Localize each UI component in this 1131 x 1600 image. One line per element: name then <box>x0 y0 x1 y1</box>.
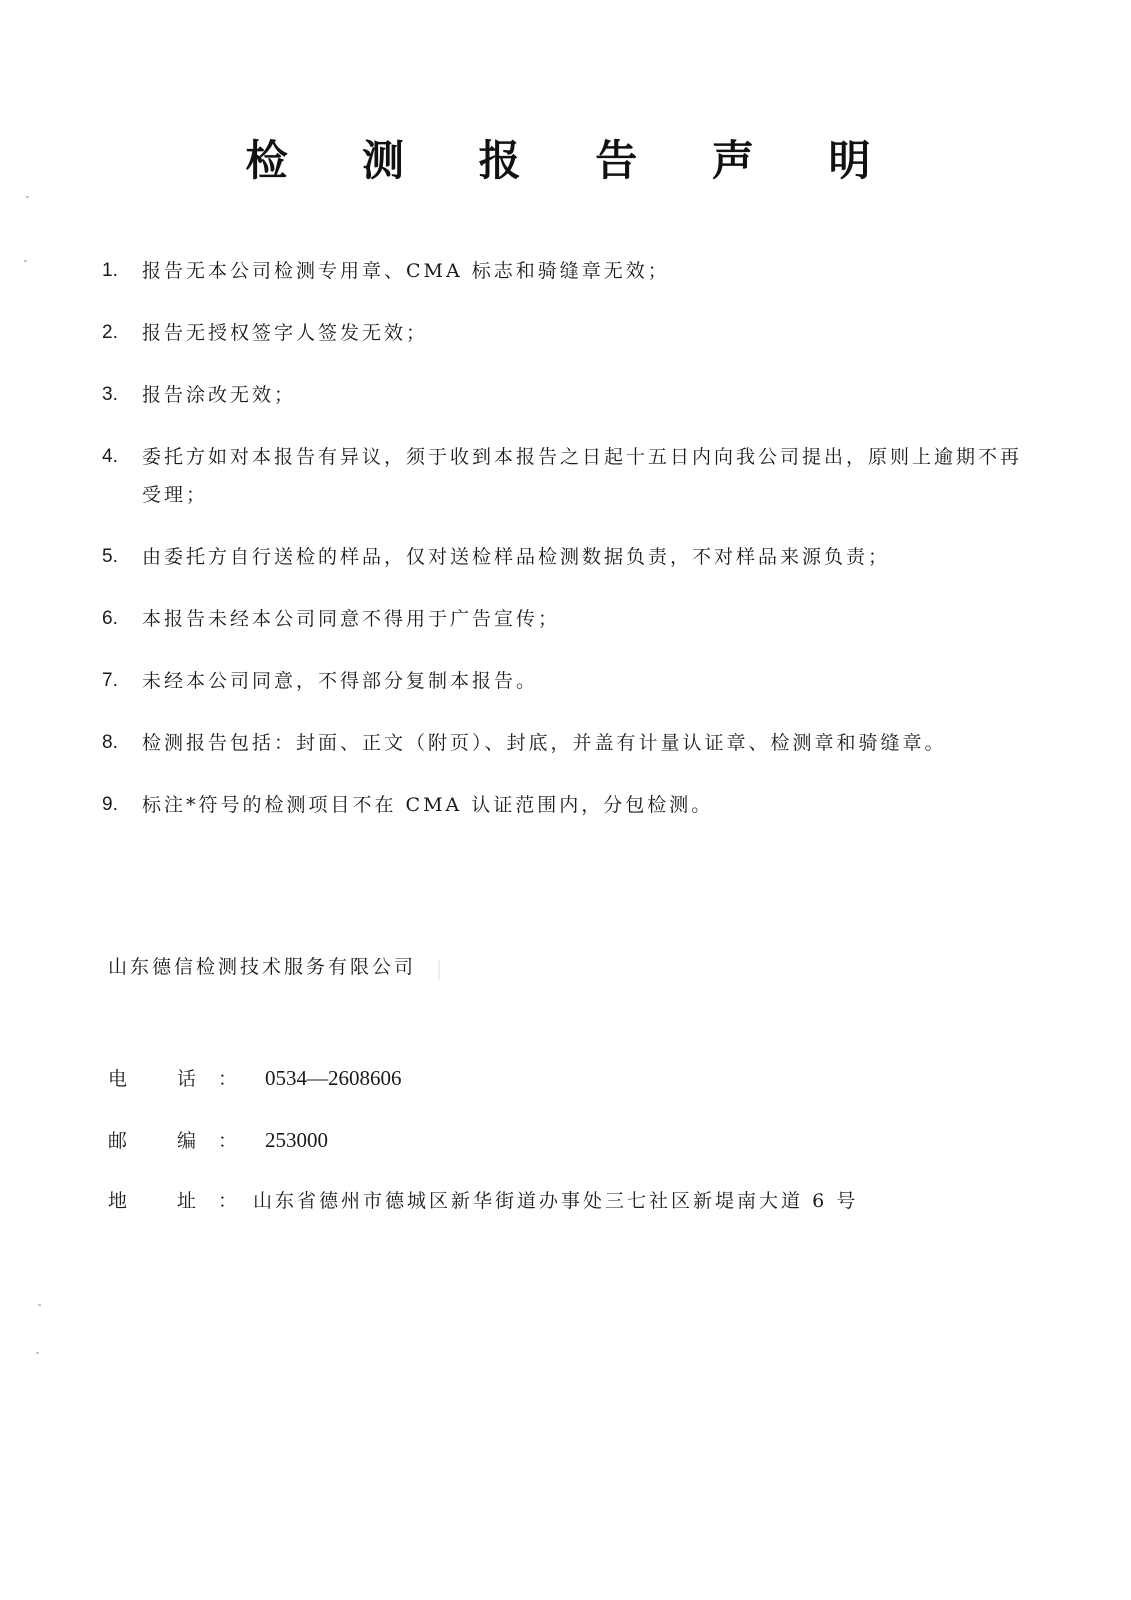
statement-clause <box>102 438 1042 514</box>
scan-speck <box>38 1304 41 1306</box>
statement-clause-list <box>102 252 1042 848</box>
statement-clause <box>102 538 1042 576</box>
clause-text: 未经本公司同意，不得部分复制本报告。 <box>142 670 539 692</box>
statement-clause <box>102 252 1042 290</box>
statement-clause <box>102 724 1042 762</box>
clause-number: 6. <box>102 608 118 629</box>
address-label: 地 址： <box>108 1190 260 1212</box>
clause-number: 3. <box>102 384 118 405</box>
scan-speck <box>24 260 27 262</box>
address-line <box>108 1186 858 1213</box>
address-text: 山东省德州市德城区新华街道办事处三七社区新堤南大道 6 号 <box>253 1190 859 1212</box>
clause-number: 4. <box>102 446 118 467</box>
clause-number: 5. <box>102 546 118 567</box>
clause-text: 报告无授权签字人签发无效； <box>142 322 429 344</box>
clause-text: 本报告未经本公司同意不得用于广告宣传； <box>142 608 561 630</box>
page-title: 检 测 报 告 声 明 <box>245 136 901 185</box>
clause-text: 标注*符号的检测项目不在 CMA 认证范围内，分包检测。 <box>142 794 714 816</box>
phone-label: 电 话： <box>108 1068 260 1090</box>
phone-number: 0534—2608606 <box>265 1066 402 1090</box>
clause-number: 2. <box>102 322 118 343</box>
scan-speck <box>36 1352 39 1354</box>
postcode-line <box>108 1126 328 1153</box>
clause-text: 报告无本公司检测专用章、CMA 标志和骑缝章无效； <box>142 260 670 282</box>
scan-speck <box>26 196 29 198</box>
statement-clause <box>102 314 1042 352</box>
clause-number: 7. <box>102 670 118 691</box>
statement-clause <box>102 786 1042 824</box>
clause-text: 委托方如对本报告有异议，须于收到本报告之日起十五日内向我公司提出，原则上逾期不再受理； <box>142 446 1023 506</box>
scan-speck <box>438 960 440 980</box>
postcode-label: 邮 编： <box>108 1130 260 1152</box>
phone-line <box>108 1064 402 1091</box>
clause-text: 由委托方自行送检的样品，仅对送检样品检测数据负责，不对样品来源负责； <box>142 546 891 568</box>
company-name: 山东德信检测技术服务有限公司 <box>108 956 417 978</box>
clause-number: 8. <box>102 732 118 753</box>
statement-clause <box>102 600 1042 638</box>
clause-number: 9. <box>102 794 118 815</box>
postcode-number: 253000 <box>265 1128 329 1152</box>
statement-clause <box>102 662 1042 700</box>
clause-text: 报告涂改无效； <box>142 384 297 406</box>
statement-clause <box>102 376 1042 414</box>
clause-number: 1. <box>102 260 118 281</box>
clause-text: 检测报告包括：封面、正文（附页）、封底，并盖有计量认证章、检测章和骑缝章。 <box>142 732 947 754</box>
